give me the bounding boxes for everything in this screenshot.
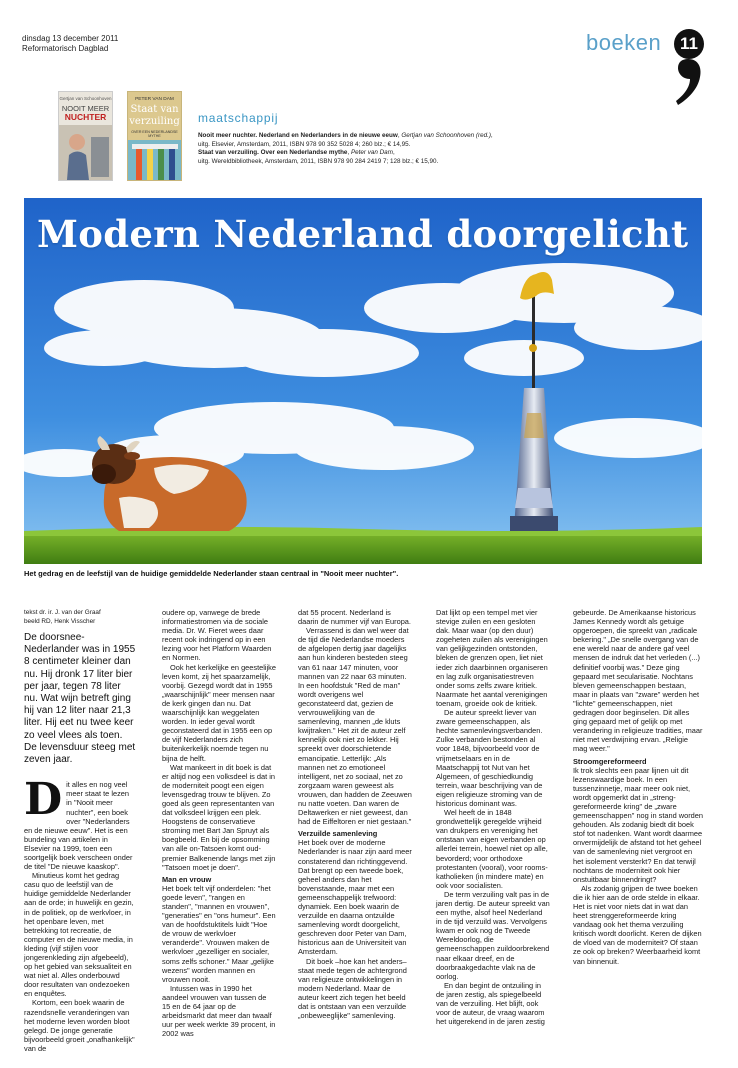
cover-title-top: NOOIT MEER bbox=[61, 104, 110, 113]
subheading: Verzuilde samenleving bbox=[298, 829, 378, 839]
paragraph: Het boek over de moderne Nederlander is naar zijn aard meer constaterend dan richtinggevend. Dat brengt op een tweede boek, geheel anders dan het bovenstaande, maar met een gemeenschappelijk trefwoord: dynamiek. Een boek waarin de verzuilde en daarna ontzuilde samenleving wordt doorgelicht, geschreven door Peter van Dam, historicus aan de Universiteit van Amsterdam. bbox=[298, 838, 412, 957]
cover-title-top: Staat van bbox=[130, 104, 179, 115]
dropcap-letter: D bbox=[24, 774, 63, 826]
paragraph: Ik trok slechts een paar lijnen uit dit lezenswaardige boek. In een tussenzinnetje, maar meer ook niet, wordt opgemerkt dat in „strenggereformeerde kring" de „zware gemeenschappen" nog in stand worden gehouden. Als zodanig biedt dit boek stof tot nadenken. Want wordt daarmee onvermijdelijk de afstand tot het geheel van de samenleving niet vergroot en het isolement versterkt? En dat terwijl nochtans de moderniteit ook hier onstuitbaar binnendringt? bbox=[573, 765, 704, 884]
paragraph: Ook het kerkelijke en geestelijke leven komt, zij het spaarzamelijk, voorbij. Gezegd wordt dat in 1955 „waarschijnlijk" meer mensen naar de kerk gingen dan nu. Dat waarschijnlijk kan weggelaten worden. In ieder geval wordt geconstateerd dat in 1955 een op de vijf Nederlanders zich buitenkerkelijk noemde tegen nu bijna de helft. bbox=[162, 662, 276, 763]
paragraph: Verrassend is dan wel weer dat de tijd die Nederlandse moeders de afgelopen dertig jaar dagelijks aan hun kinderen besteden steeg van 61 naar 147 minuten, voor mannen van 22 naar 63 minuten. In een hoofdstuk "Red de man" wordt overigens wel geconstateerd dat, gezien de vervrouwelijking van de samenleving, mannen „de kluts kwijtraken." Het zit de auteur zelf kennelijk ook niet zo lekker. Hij spreekt over doorschietende emancipatie. Letterlijk: „Als mannen net zo emotioneel intelligent, net zo sociaal, net zo zorgzaam waren geweest als vrouwen, dan hadden de Zeeuwen nu natte voeten. Dan waren de Deltawerken er niet geweest, dan had de Eiffeltoren er niet gestaan." bbox=[298, 626, 412, 827]
paragraph-with-dropcap bbox=[24, 774, 136, 872]
subsection-label: maatschappij bbox=[198, 111, 279, 125]
article-column-3 bbox=[298, 608, 412, 1020]
paragraph: Kortom, een boek waarin de razendsnelle veranderingen van het moderne leven worden bloot gelegd. De jonge generatie bijvoorbeeld groeit „onafhankelijk" van de bbox=[24, 998, 135, 1053]
comma-logo-icon bbox=[674, 53, 704, 107]
book-cover-nooit-meer-nuchter bbox=[58, 91, 113, 181]
page-number-badge: 11 bbox=[674, 29, 704, 59]
cover-title-bottom: NUCHTER bbox=[64, 112, 107, 122]
paragraph: En dan begint de ontzuiling in de jaren zestig, als spiegelbeeld van de verzuiling. Het blijft, ook voor de auteur, de vraag waarom het uitgerekend in de jaren zestig bbox=[436, 980, 545, 1027]
article-column-5 bbox=[573, 608, 703, 966]
subheading: Man en vrouw bbox=[162, 874, 212, 884]
paragraph: oudere op, vanwege de brede informatiestromen via de sociale media. Dr. W. Fieret wees daar recent ook indringend op in een lezing voor het Platform Waarden en Normen. bbox=[162, 608, 272, 663]
paragraph: Minutieus komt het gedrag casu quo de leefstijl van de huidige gemiddelde Nederlander aan de orde; in huwelijk en gezin, in de politiek, op de werkvloer, in het openbare leven, met betrekking tot recreatie, de computer en de nieuwe media, in kleding (vijf stijlen voor jongerenkleding zijn afgebeeld), op het gebied van seksualiteit en wat niet al. Alles onderbouwd door resultaten van ondezoeken en enquêtes. bbox=[24, 871, 134, 999]
paragraph: Intussen was in 1990 het aandeel vrouwen van tussen de 15 en de 64 jaar op de arbeidsmarkt dat meer dan twaalf uur per week werkte 39 procent, in 2002 was bbox=[162, 983, 276, 1039]
cover-pillars-illustration bbox=[128, 140, 181, 180]
cover-author: Gertjan van Schoonhoven bbox=[59, 96, 112, 101]
article-column-4 bbox=[436, 608, 550, 1026]
paragraph: it alles en nog veel meer staat te lezen in "Nooit meer nuchter", een boek over "Nederlanders en de nieuwe eeuw". Het is een bundeling van artikelen in Elsevier na 1999, toen een soortgelijk boek verscheen onder de titel "De nieuwe kaaskop". bbox=[24, 780, 133, 872]
byline-author: tekst dr. ir. J. van der Graaf bbox=[24, 609, 101, 616]
paragraph: Dit boek –hoe kan het anders– staat mede tegen de achtergrond van religieuze ontwikkelingen in modern Nederland. Maar de auteur keert zich tegen het beeld dat is ontstaan van een verzuilde „onbeweeglijke" samenleving. bbox=[298, 956, 407, 1021]
section-label: boeken bbox=[586, 30, 662, 55]
newspaper-name: Reformatorisch Dagblad bbox=[22, 44, 109, 53]
article-headline: Modern Nederland doorgelicht bbox=[37, 212, 689, 256]
book1-author: Gertjan van Schoonhoven (red.) bbox=[401, 132, 491, 139]
header-dateline bbox=[22, 34, 118, 54]
article-intro: De doorsnee-Nederlander was in 1955 8 centimeter kleiner dan nu. Hij dronk 17 liter bier per jaar, tegen 78 liter nu. Wat wijn betreft ging hij van 12 liter naar 21,3 liter. Hij eet nu twee keer zo veel vlees als toen. De levensduur steeg met zeven jaar. bbox=[24, 632, 136, 766]
cover-subtitle: OVER EEN NEDERLANDSE MYTHE bbox=[131, 130, 178, 138]
book-details-list bbox=[198, 132, 678, 166]
article-column-2 bbox=[162, 608, 276, 1038]
book2-publisher: uitg. Wereldbibliotheek, Amsterdam, 2011, ISBN 978 90 284 2419 7; 128 blz.; € 15,90. bbox=[198, 157, 439, 165]
paragraph: Wel heeft de in 1848 grondwettelijk geregelde vrijheid van drukpers en vereniging het ontstaan van eigen verbanden op allerlei terrein, hoewel niet op alle, bevorderd; voor orthodoxe protestanten (vooral), voor rooms-katholieken (in mindere mate) en ook voor socialisten. bbox=[436, 808, 548, 890]
book1-title: Nooit meer nuchter. Nederland en Nederlanders in de nieuwe eeuw bbox=[198, 132, 398, 139]
byline-photo: beeld RD, Henk Visscher bbox=[24, 618, 96, 625]
paragraph: Als zodanig grijpen de twee boeken die ik hier aan de orde stelde in elkaar. Het is niet voor niets dat in wat dan heet strenggereformeerde kring vandaag ook het thema verzuiling kritisch wordt doorlicht. Keren de dijken de vloed van de moderniteit? Of staan ze ook op breken? Weerbaarheid komt van binnenuit. bbox=[573, 883, 702, 966]
book2-title-line: Staat van verzuiling. Over een Nederlandse mythe, Peter van Dam, bbox=[198, 149, 395, 157]
paragraph: De term verzuiling valt pas in de jaren dertig. De auteur spreekt van een mythe, alsof heel Nederland in de tijd verzuild was. Vervolgens kwam er ook nog de Tweede Wereldoorlog, die gemeenschappen zuildoorbrekend naar elkaar dreef, en de doorbraakgedachte vlak na de oorlog. bbox=[436, 889, 550, 981]
cover-photo-illustration bbox=[59, 125, 112, 180]
subheading: Stroomgereformeerd bbox=[573, 756, 647, 766]
paragraph: Dat lijkt op een tempel met vier stevige zuilen en een gesloten dak. Maar waar (op den duur) zogeheten zuilen als verenigingen van gelijkgezinden ontstonden, bleken de grenzen open, liet niet ieder zich daarbinnen organiseren en lag zulk organisatiestreven onder soms zelfs zware kritiek. Naarmate het aantal verenigingen toenam, groeide ook de kritiek. bbox=[436, 608, 548, 708]
cover-author: PETER VAN DAM bbox=[135, 97, 174, 102]
book2-author: Peter van Dam bbox=[350, 149, 393, 157]
photo-caption: Het gedrag en de leefstijl van de huidige gemiddelde Nederlander staan centraal in "Nooit meer nuchter". bbox=[24, 569, 399, 578]
paragraph: De auteur spreekt liever van zware gemeenschappen, als hechte samenlevingsverbanden. Zulke verbanden bestonden al voor 1848, bijvoorbeeld voor de vrijmetselaars en in de Maatschappij tot Nut van het Algemeen, of geschiedkundig terrein, waar beschrijving van de eigen religieuze stroming van de historicus dominant was. bbox=[436, 708, 543, 808]
cover-title-bottom: verzuiling bbox=[129, 116, 180, 127]
paragraph: Wat mankeert in dit boek is dat er altijd nog een volksdeel is dat in de moderniteit poogt een eigen levensgedrag trouw te blijven. Zo goed als geen representanten van dat volksdeel krijgen een plek. Hoogstens de conservatieve stroming met Bart Jan Spruyt als boegbeeld. En bij de opsomming van alle on-Tatsoen komt oud-premier Balkenende langs met zijn "Tatsoen moet je doen". bbox=[162, 762, 276, 872]
book-cover-staat-van-verzuiling bbox=[127, 91, 182, 181]
article-column-1 bbox=[24, 608, 136, 1053]
issue-date: dinsdag 13 december 2011 bbox=[22, 34, 119, 43]
paragraph: dat 55 procent. Nederland is daarin de nummer vijf van Europa. bbox=[298, 608, 411, 627]
book2-title: Staat van verzuiling. Over een Nederlandse mythe bbox=[198, 149, 348, 157]
book1-publisher: uitg. Elsevier, Amsterdam, 2011, ISBN 978 90 352 5028 4; 260 blz.; € 14,95. bbox=[198, 140, 411, 148]
paragraph: gebeurde. De Amerikaanse historicus James Kennedy wordt als getuige opgeroepen, die spreekt van „radicale bekering." „De snelle overgang van de ene wereld naar de andere gaf veel mensen de indruk dat het verleden (...) definitief voorbij was." Deze ging gepaard met secularisatie. Nochtans bleven gemeenschappen bestaan, maar in plaats van "zware" werden het "lichte" gemeenschappen, niet gedragen door beginselen. Dit alles ging gepaard met of gelijk op met verandering in religieuze tradities, maar niet met verdwijning ervan. „Religie mag weer." bbox=[573, 608, 703, 754]
paragraph: Het boek telt vijf onderdelen: "het goede leven", "rangen en standen", "mannen en vrouwen", "generaties" en "ons humeur". Een van de hoofdstuktitels luidt "Hoe de vrouw de werkvloer veranderde". Vrouwen maken de werkvloer „gezelliger en socialer, soms zelfs schoner." Maar „gelijke wezens" worden mannen en vrouwen nooit. bbox=[162, 883, 276, 984]
book1-title-line: Nooit meer nuchter. Nederland en Nederlanders in de nieuwe eeuw, Gertjan van Schoonhoven (red.), bbox=[198, 132, 493, 139]
